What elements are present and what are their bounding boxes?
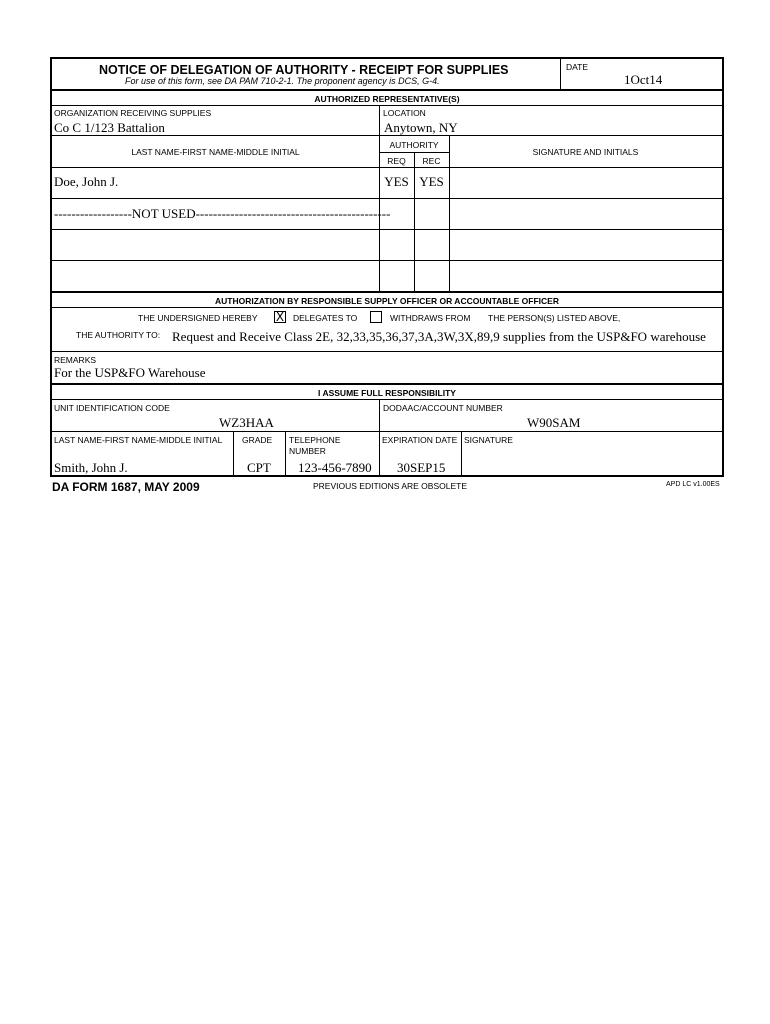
divider [52, 291, 722, 293]
name-column-header: LAST NAME-FIRST NAME-MIDDLE INITIAL [131, 147, 300, 157]
location-label: LOCATION [383, 108, 426, 118]
delegation-form [50, 57, 724, 477]
divider [379, 105, 380, 135]
withdraws-checkbox[interactable] [370, 311, 382, 323]
remarks-field[interactable]: For the USP&FO Warehouse [54, 365, 206, 380]
uic-field[interactable]: WZ3HAA [219, 415, 274, 430]
divider [414, 152, 415, 291]
telephone-label-line2: NUMBER [289, 446, 326, 456]
org-field[interactable]: Co C 1/123 Battalion [54, 120, 165, 135]
rep-req-field[interactable]: YES [384, 174, 409, 189]
expiration-label: EXPIRATION DATE [382, 435, 458, 445]
dodaac-field[interactable]: W90SAM [527, 415, 581, 430]
form-number: DA FORM 1687, MAY 2009 [52, 480, 200, 494]
authorization-section-title: AUTHORIZATION BY RESPONSIBLE SUPPLY OFFICER OR ACCOUNTABLE OFFICER [215, 296, 559, 306]
authority-to-label: THE AUTHORITY TO: [76, 330, 161, 340]
divider [233, 431, 234, 477]
divider [52, 135, 722, 136]
obsolete-notice: PREVIOUS EDITIONS ARE OBSOLETE [313, 481, 467, 491]
rep-rec-field[interactable]: YES [419, 174, 444, 189]
telephone-label: TELEPHONE [289, 435, 341, 445]
rep-signature-field[interactable] [449, 260, 722, 291]
authority-to-field[interactable]: Request and Receive Class 2E, 32,33,35,36,37,3A,3W,3X,89,9 supplies from the USP&FO warehouse [172, 329, 706, 344]
divider [52, 399, 722, 400]
grade-label: GRADE [242, 435, 273, 445]
divider [52, 383, 722, 385]
rep-signature-field[interactable] [449, 229, 722, 260]
divider [285, 431, 286, 477]
signature-label: SIGNATURE [464, 435, 513, 445]
form-title: NOTICE OF DELEGATION OF AUTHORITY - RECEIPT FOR SUPPLIES [99, 63, 509, 77]
req-column-header: REQ [387, 156, 406, 166]
rep-signature-field[interactable] [449, 167, 722, 198]
authority-column-header: AUTHORITY [389, 140, 439, 150]
divider [52, 307, 722, 308]
org-label: ORGANIZATION RECEIVING SUPPLIES [54, 108, 212, 118]
rec-column-header: REC [422, 156, 441, 166]
dodaac-label: DODAAC/ACCOUNT NUMBER [383, 403, 503, 413]
uic-label: UNIT IDENTIFICATION CODE [54, 403, 170, 413]
date-field[interactable]: 1Oct14 [624, 72, 663, 87]
rep-signature-field[interactable] [449, 198, 722, 229]
officer-name-field[interactable]: Smith, John J. [54, 460, 128, 475]
expiration-field[interactable]: 30SEP15 [397, 460, 446, 475]
telephone-field[interactable]: 123-456-7890 [298, 460, 372, 475]
form-subtitle: For use of this form, see DA PAM 710-2-1. The proponent agency is DCS, G-4. [125, 76, 440, 86]
date-label: DATE [566, 62, 589, 72]
divider [52, 105, 722, 106]
signature-column-header: SIGNATURE AND INITIALS [532, 147, 639, 157]
persons-listed-label: THE PERSON(S) LISTED ABOVE, [488, 313, 621, 323]
divider [379, 399, 380, 431]
withdraws-label: WITHDRAWS FROM [390, 313, 471, 323]
rep-name-field[interactable]: Doe, John J. [54, 174, 119, 189]
grade-field[interactable]: CPT [247, 460, 271, 475]
divider [52, 351, 722, 352]
divider [560, 59, 561, 89]
location-field[interactable]: Anytown, NY [384, 120, 458, 135]
divider [379, 431, 380, 477]
undersigned-label: THE UNDERSIGNED HEREBY [138, 313, 258, 323]
delegates-label: DELEGATES TO [293, 313, 358, 323]
divider [52, 89, 722, 91]
version-label: APD LC v1.00ES [666, 481, 720, 488]
remarks-label: REMARKS [54, 355, 97, 365]
responsibility-section-title: I ASSUME FULL RESPONSIBILITY [318, 388, 456, 398]
delegates-checkbox[interactable]: X [275, 310, 285, 324]
officer-signature-field[interactable] [462, 445, 722, 475]
authorized-section-title: AUTHORIZED REPRESENTATIVE(S) [314, 94, 460, 104]
divider [52, 431, 722, 432]
rep-name-field[interactable]: ------------------NOT USED--------------------------------------------- [54, 206, 391, 221]
officer-name-label: LAST NAME-FIRST NAME-MIDDLE INITIAL [54, 435, 223, 445]
